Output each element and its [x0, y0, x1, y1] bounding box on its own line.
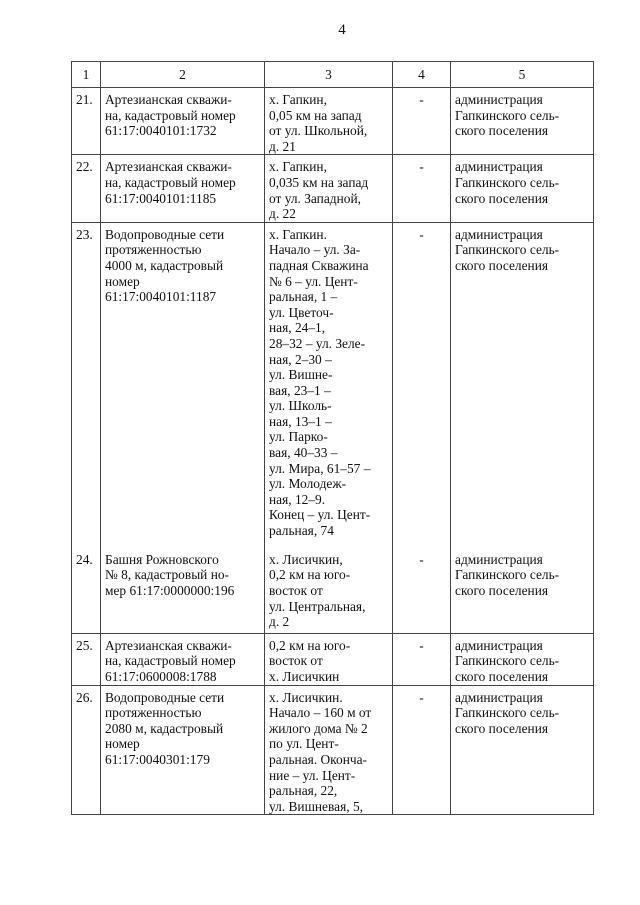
table-row: [72, 222, 594, 548]
row-number: 23.: [72, 222, 101, 548]
column-header-2: 2: [101, 62, 265, 88]
column-header-4: 4: [393, 62, 451, 88]
row-number: 22.: [72, 155, 101, 222]
column-4-value: -: [393, 548, 451, 634]
object-owner: администрация Гапкинского сель- ского поселения: [451, 633, 594, 685]
object-name: Артезианская скважи- на, кадастровый номер 61:17:0600008:1788: [101, 633, 265, 685]
object-location: х. Гапкин, 0,035 км на запад от ул. Западной, д. 22: [265, 155, 393, 222]
object-owner: администрация Гапкинского сель- ского поселения: [451, 88, 594, 155]
table-header-row: [72, 62, 594, 88]
row-number: 25.: [72, 633, 101, 685]
object-owner: администрация Гапкинского сель- ского поселения: [451, 155, 594, 222]
object-owner: администрация Гапкинского сель- ского поселения: [451, 685, 594, 815]
object-location: х. Лисичкин, 0,2 км на юго- восток от ул. Центральная, д. 2: [265, 548, 393, 634]
object-location: х. Лисичкин. Начало – 160 м от жилого дома № 2 по ул. Цент- ральная. Оконча- ние – ул. Цент- ральная, 22, ул. Вишневая, 5,: [265, 685, 393, 815]
row-number: 26.: [72, 685, 101, 815]
column-4-value: -: [393, 88, 451, 155]
column-header-5: 5: [451, 62, 594, 88]
column-4-value: -: [393, 222, 451, 548]
column-4-value: -: [393, 633, 451, 685]
table-row: [72, 155, 594, 222]
object-name: Водопроводные сети протяженностью 2080 м, кадастровый номер 61:17:0040301:179: [101, 685, 265, 815]
object-location: х. Гапкин. Начало – ул. За- падная Скважина № 6 – ул. Цент- ральная, 1 – ул. Цветоч- ная, 24–1, 28–32 – ул. Зеле- ная, 2–30 – ул. Вишне- вая, 23–1 – ул. Школь- ная, 13–1 – ул. Парко- вая, 40–33 – ул. Мира, 61–57 – ул. Молодеж- ная, 12–9. Конец – ул. Цент- ральная, 74: [265, 222, 393, 548]
object-name: Башня Рожновского № 8, кадастровый но- мер 61:17:0000000:196: [101, 548, 265, 634]
object-name: Водопроводные сети протяженностью 4000 м, кадастровый номер 61:17:0040101:1187: [101, 222, 265, 548]
column-4-value: -: [393, 155, 451, 222]
table-row: [72, 685, 594, 815]
row-number: 21.: [72, 88, 101, 155]
object-location: х. Гапкин, 0,05 км на запад от ул. Школьной, д. 21: [265, 88, 393, 155]
page-number: 4: [338, 22, 346, 38]
row-number: 24.: [72, 548, 101, 634]
table-row: [72, 548, 594, 634]
object-name: Артезианская скважи- на, кадастровый номер 61:17:0040101:1185: [101, 155, 265, 222]
column-header-1: 1: [72, 62, 101, 88]
column-header-3: 3: [265, 62, 393, 88]
table-row: [72, 633, 594, 685]
object-location: 0,2 км на юго- восток от х. Лисичкин: [265, 633, 393, 685]
object-owner: администрация Гапкинского сель- ского поселения: [451, 222, 594, 548]
table-row: [72, 88, 594, 155]
object-owner: администрация Гапкинского сель- ского поселения: [451, 548, 594, 634]
object-name: Артезианская скважи- на, кадастровый номер 61:17:0040101:1732: [101, 88, 265, 155]
objects-table: [71, 61, 594, 815]
column-4-value: -: [393, 685, 451, 815]
